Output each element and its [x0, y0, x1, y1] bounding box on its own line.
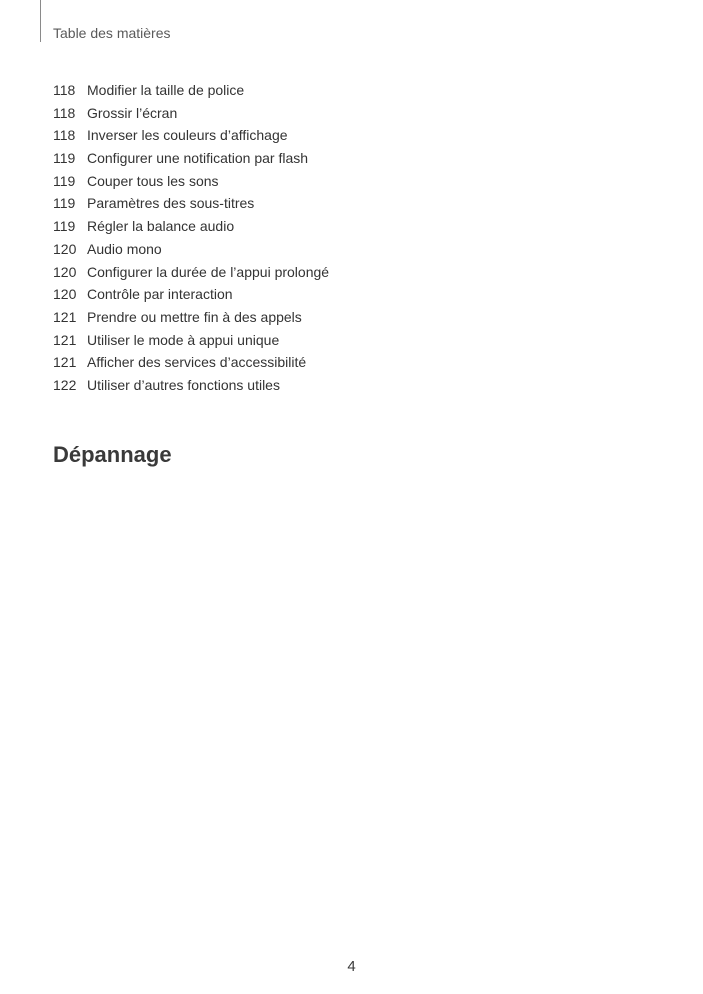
toc-entry-page: 118 — [53, 82, 76, 98]
toc-entry-page: 120 — [53, 286, 77, 303]
table-of-contents-list — [53, 82, 329, 400]
toc-entry-title[interactable]: Audio mono — [87, 240, 162, 257]
toc-entry-page: 118 — [53, 127, 76, 144]
toc-entry[interactable] — [53, 82, 329, 105]
toc-entry-title[interactable]: Prendre ou mettre fin à des appels — [87, 308, 302, 325]
toc-entry[interactable] — [53, 105, 329, 128]
toc-entry-page: 119 — [53, 218, 76, 235]
toc-entry-title[interactable]: Utiliser d’autres fonctions utiles — [87, 376, 280, 393]
toc-entry[interactable] — [53, 195, 329, 218]
toc-entry-page: 118 — [53, 104, 76, 121]
toc-entry[interactable] — [53, 264, 329, 287]
toc-entry[interactable] — [53, 332, 329, 355]
toc-entry-title[interactable]: Contrôle par interaction — [87, 286, 233, 303]
toc-entry-title[interactable]: Afficher des services d’accessibilité — [87, 354, 307, 371]
toc-entry[interactable] — [53, 127, 329, 150]
toc-entry-page: 121 — [53, 331, 77, 348]
toc-entry[interactable] — [53, 309, 329, 332]
header-divider — [40, 0, 41, 42]
toc-entry-page: 119 — [53, 195, 76, 212]
toc-entry-page: 119 — [53, 150, 76, 167]
section-heading[interactable]: Dépannage — [53, 442, 172, 467]
toc-entry-page: 121 — [53, 354, 77, 371]
toc-entry-title[interactable]: Grossir l’écran — [87, 104, 178, 121]
toc-entry-title[interactable]: Paramètres des sous-titres — [87, 195, 255, 212]
toc-entry-page: 120 — [53, 240, 77, 257]
toc-entry[interactable] — [53, 150, 329, 173]
toc-entry[interactable] — [53, 218, 329, 241]
toc-entry-page: 119 — [53, 172, 76, 189]
page-number: 4 — [347, 958, 356, 975]
toc-entry[interactable] — [53, 354, 329, 377]
toc-entry-title[interactable]: Utiliser le mode à appui unique — [87, 331, 280, 348]
toc-entry-title[interactable]: Inverser les couleurs d’affichage — [87, 127, 288, 144]
toc-entry[interactable] — [53, 286, 329, 309]
toc-entry-title[interactable]: Configurer une notification par flash — [87, 150, 309, 167]
running-header-title: Table des matières — [53, 25, 171, 41]
toc-entry-title[interactable]: Modifier la taille de police — [87, 82, 245, 98]
toc-entry-page: 121 — [53, 308, 77, 325]
toc-entry[interactable] — [53, 241, 329, 264]
toc-entry-title[interactable]: Couper tous les sons — [87, 172, 219, 189]
toc-entry[interactable] — [53, 173, 329, 196]
toc-entry[interactable] — [53, 377, 329, 400]
toc-entry-page: 120 — [53, 263, 77, 280]
toc-entry-title[interactable]: Régler la balance audio — [87, 218, 235, 235]
toc-entry-page: 122 — [53, 376, 77, 393]
toc-entry-title[interactable]: Configurer la durée de l’appui prolongé — [87, 263, 330, 280]
